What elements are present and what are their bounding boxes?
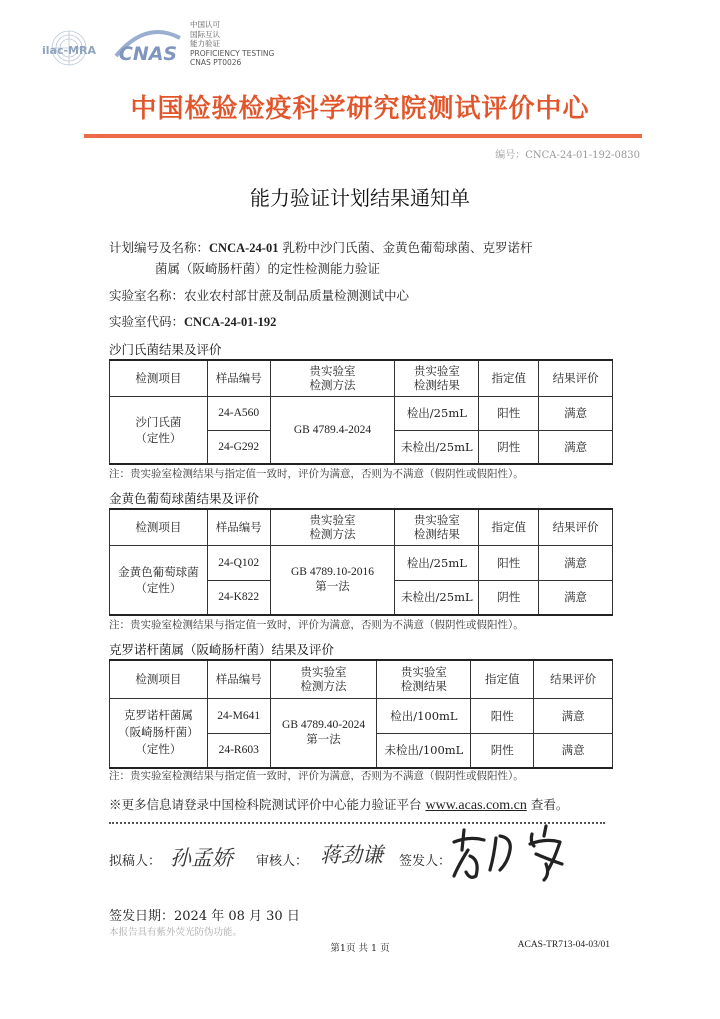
plan-label: 计划编号及名称： [109,240,210,255]
result-cell: 未检出/25mL [395,430,479,464]
sample-no-cell: 24-K822 [207,580,270,615]
results-table-salmonella [109,359,613,465]
header-method: 贵实验室 检测方法 [270,360,395,396]
table-row [110,545,613,580]
plan-info [109,238,532,256]
header-item: 检测项目 [110,360,208,396]
test-item-cell: 克罗诺杆菌属 （阪崎肠杆菌） （定性） [110,698,208,768]
header-assigned: 指定值 [471,660,534,698]
sample-no-cell: 24-Q102 [207,545,270,580]
evaluation-cell: 满意 [539,396,613,430]
svg-text:蒋劲谦: 蒋劲谦 [320,843,383,867]
header-method: 贵实验室 检测方法 [270,509,395,545]
page-number: 第1页 共 1 页 [330,943,390,954]
anti-counterfeit-note: 本报告具有紫外荧光防伪功能。 [109,927,243,938]
header-divider [84,134,642,138]
evaluation-cell: 满意 [539,580,613,615]
header-result: 贵实验室 检测结果 [377,660,471,698]
table-note: 注：贵实验室检测结果与指定值一致时，评价为满意，否则为不满意（假阴性或假阳性）。 [109,619,524,631]
evaluation-cell: 满意 [539,545,613,580]
ilac-mra-logo [38,28,100,74]
header-sample-no: 样品编号 [207,360,270,396]
sample-no-cell: 24-G292 [207,430,270,464]
organization-name: 中国检验检疫科学研究院测试评价中心 [130,94,590,124]
svg-text:孙孟娇: 孙孟娇 [170,846,233,870]
results-table-staphylococcus [109,508,613,616]
sample-no-cell: 24-M641 [207,698,270,733]
issuer-label: 签发人： [399,854,452,869]
cnas-logo [108,26,186,74]
cert-line: 国际互认 [190,29,220,39]
ilac-mra-logo-text: ilac-MRA [42,44,96,57]
more-info [109,795,568,814]
reviewer-label: 审核人： [256,854,309,869]
method-cell: GB 4789.4-2024 [270,396,395,464]
header-assigned: 指定值 [479,509,539,545]
lab-code-row [109,312,276,330]
header-result: 贵实验室 检测结果 [395,509,479,545]
plan-code: CNCA-24-01 [209,241,279,255]
cert-line: 中国认可 [190,20,220,29]
lab-name-row [109,286,409,304]
header-result: 贵实验室 检测结果 [395,360,479,396]
header-sample-no: 样品编号 [207,509,270,545]
issuer-signature [450,820,580,884]
table-note: 注：贵实验室检测结果与指定值一致时，评价为满意，否则为不满意（假阴性或假阳性）。 [109,468,524,480]
method-cell: GB 4789.10-2016 第一法 [270,545,395,615]
lab-code: CNCA-24-01-192 [184,315,277,329]
cert-line: CNAS PT0026 [190,58,242,68]
table-row [110,396,613,430]
more-info-prefix: ※更多信息请登录中国检科院测试评价中心能力验证平台 [109,797,422,812]
lab-code-label: 实验室代码： [109,314,185,329]
section-title: 克罗诺杆菌属（阪崎肠杆菌）结果及评价 [109,642,335,657]
result-cell: 检出/25mL [395,396,479,430]
header-evaluation: 结果评价 [539,509,613,545]
assigned-cell: 阴性 [479,430,539,464]
assigned-cell: 阳性 [479,545,539,580]
method-cell: GB 4789.40-2024 第一法 [270,698,377,768]
assigned-cell: 阳性 [479,396,539,430]
document-title: 能力验证计划结果通知单 [250,186,470,210]
lab-name-label: 实验室名称： [109,288,185,303]
platform-link[interactable]: www.acas.com.cn [425,798,527,813]
section-title: 沙门氏菌结果及评价 [109,342,222,357]
assigned-cell: 阴性 [479,580,539,615]
header-item: 检测项目 [110,660,208,698]
drafter-label: 拟稿人： [109,854,162,869]
header-evaluation: 结果评价 [539,360,613,396]
result-cell: 未检出/25mL [395,580,479,615]
header-evaluation: 结果评价 [534,660,613,698]
test-item-cell: 沙门氏菌 （定性） [110,396,208,464]
issue-date: 签发日期：2024 年 08 月 30 日 [109,909,300,924]
evaluation-cell: 满意 [534,698,613,733]
sample-no-cell: 24-R603 [207,733,270,768]
plan-name-line2: 菌属（阪崎肠杆菌）的定性检测能力验证 [155,261,381,276]
form-code: ACAS-TR713-04-03/01 [517,940,610,950]
more-info-suffix: 查看。 [530,797,569,812]
result-cell: 检出/100mL [377,698,471,733]
reviewer-signature [318,834,392,872]
evaluation-cell: 满意 [534,733,613,768]
result-cell: 未检出/100mL [377,733,471,768]
plan-name-line1: 乳粉中沙门氏菌、金黄色葡萄球菌、克罗诺杆 [282,240,533,255]
header-item: 检测项目 [110,509,208,545]
cnas-logo-text: CNAS [118,43,178,65]
header-sample-no: 样品编号 [207,660,270,698]
assigned-cell: 阴性 [471,733,534,768]
accreditation-text [190,20,274,68]
cert-line: 能力验证 [190,39,220,49]
header-assigned: 指定值 [479,360,539,396]
header-method: 贵实验室 检测方法 [270,660,377,698]
document-number: 编号：CNCA-24-01-192-0830 [495,150,640,161]
lab-name: 农业农村部甘蔗及制品质量检测测试中心 [184,288,410,303]
drafter-signature [168,838,240,874]
evaluation-cell: 满意 [539,430,613,464]
sample-no-cell: 24-A560 [207,396,270,430]
table-row [110,698,613,733]
result-cell: 检出/25mL [395,545,479,580]
results-table-cronobacter [109,659,613,769]
assigned-cell: 阳性 [471,698,534,733]
test-item-cell: 金黄色葡萄球菌 （定性） [110,545,208,615]
cert-line: PROFICIENCY TESTING [190,48,275,58]
section-title: 金黄色葡萄球菌结果及评价 [109,491,260,506]
table-note: 注：贵实验室检测结果与指定值一致时，评价为满意，否则为不满意（假阴性或假阳性）。 [109,770,524,782]
